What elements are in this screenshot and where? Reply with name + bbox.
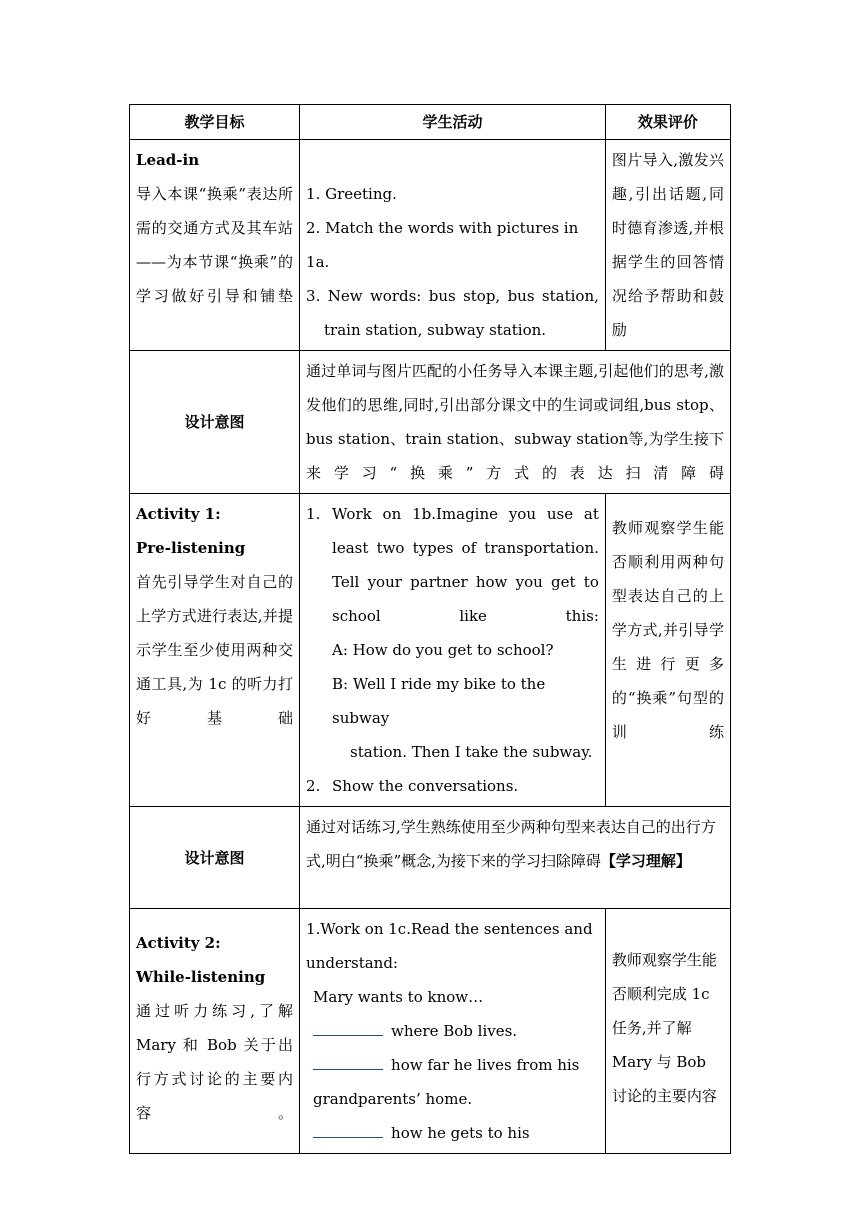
eval-cell <box>605 909 730 1154</box>
table-row <box>130 494 731 807</box>
lesson-plan-table <box>129 104 731 1154</box>
header-goal: 教学目标 <box>130 105 300 140</box>
table-row <box>130 140 731 351</box>
design-row <box>130 351 731 494</box>
blank-line <box>306 1116 599 1150</box>
eval-cell <box>605 140 730 351</box>
blank-text: how far he lives from his <box>391 1056 580 1074</box>
answer-blank[interactable] <box>313 1051 383 1070</box>
task-line: Mary wants to know… <box>313 988 484 1006</box>
answer-blank[interactable] <box>313 1017 383 1036</box>
design-text: 通过单词与图片匹配的小任务导入本课主题,引起他们的思考,激发他们的思维,同时,引出部分课文中的生词或词组,bus stop、bus station、train station、subway station等,为学生接下来学习“换乘”方式的表达扫清障碍 <box>306 362 724 482</box>
section-title: Lead-in <box>136 151 200 169</box>
section-subtitle: Pre-listening <box>136 539 246 557</box>
task-line: 1.Work on 1c.Read the sentences and understand: <box>306 920 593 972</box>
design-label: 设计意图 <box>130 351 300 494</box>
goal-cell <box>130 909 300 1154</box>
eval-text: 教师观察学生能否顺利完成 1c 任务,并了解 Mary 与 Bob 讨论的主要内容 <box>611 951 717 1105</box>
header-row <box>130 105 731 140</box>
design-text: 通过对话练习,学生熟练使用至少两种句型来表达自己的出行方式,明白“换乘”概念,为接下来的学习扫除障碍 <box>306 818 716 870</box>
goal-desc: 通过听力练习,了解 Mary 和 Bob 关于出行方式讨论的主要内容。 <box>136 1002 294 1122</box>
goal-cell <box>130 494 300 807</box>
activity-item: 2. Match the words with pictures in 1a. <box>306 219 579 271</box>
eval-cell <box>605 494 730 807</box>
activity-cell <box>300 909 606 1154</box>
design-label: 设计意图 <box>130 807 300 909</box>
section-subtitle: While-listening <box>136 968 266 986</box>
activity-list <box>306 497 599 803</box>
eval-text: 教师观察学生能否顺利用两种句型表达自己的上学方式,并引导学生进行更多的“换乘”句型的训练 <box>611 519 724 741</box>
list-number: 2. <box>306 777 321 795</box>
design-tag: 【学习理解】 <box>600 852 691 870</box>
activity-item: 3. New words: bus stop, bus station, <box>306 287 599 305</box>
table-row <box>130 909 731 1154</box>
blank-line <box>306 1048 599 1082</box>
activity-cell <box>300 494 606 807</box>
goal-desc: 首先引导学生对自己的上学方式进行表达,并提示学生至少使用两种交通工具,为 1c 的听力打好基础 <box>136 573 294 727</box>
section-title: Activity 1: <box>136 505 221 523</box>
goal-desc: 导入本课“换乘”表达所需的交通方式及其车站——为本节课“换乘”的学习做好引导和铺垫 <box>136 185 294 305</box>
activity-cell <box>300 140 606 351</box>
dialogue-line-b: B: Well I ride my bike to the subway <box>332 675 546 727</box>
list-number: 1. <box>306 505 321 523</box>
design-text-cell <box>300 807 731 909</box>
design-text-cell <box>300 351 731 494</box>
list-text: Show the conversations. <box>332 777 519 795</box>
dialogue-line-b2: station. Then I take the subway. <box>350 743 593 761</box>
goal-cell <box>130 140 300 351</box>
section-title: Activity 2: <box>136 934 221 952</box>
blank-line <box>306 1014 599 1048</box>
blank-text: where Bob lives. <box>391 1022 518 1040</box>
activity-item: train station, subway station. <box>324 321 547 339</box>
dialogue-line-a: A: How do you get to school? <box>332 641 554 659</box>
list-item <box>306 769 599 803</box>
list-text: Work on 1b.Imagine you use at least two types of transportation. Tell your partner how you get to school like this: <box>332 505 599 625</box>
task-line: grandparents’ home. <box>313 1090 473 1108</box>
design-row <box>130 807 731 909</box>
blank-text: how he gets to his <box>391 1124 530 1142</box>
list-item <box>306 497 599 633</box>
answer-blank[interactable] <box>313 1119 383 1138</box>
eval-text: 图片导入,激发兴趣,引出话题,同时德育渗透,并根据学生的回答情况给予帮助和鼓励 <box>611 151 724 339</box>
activity-item: 1. Greeting. <box>306 185 397 203</box>
header-eval: 效果评价 <box>605 105 730 140</box>
header-activity: 学生活动 <box>300 105 606 140</box>
